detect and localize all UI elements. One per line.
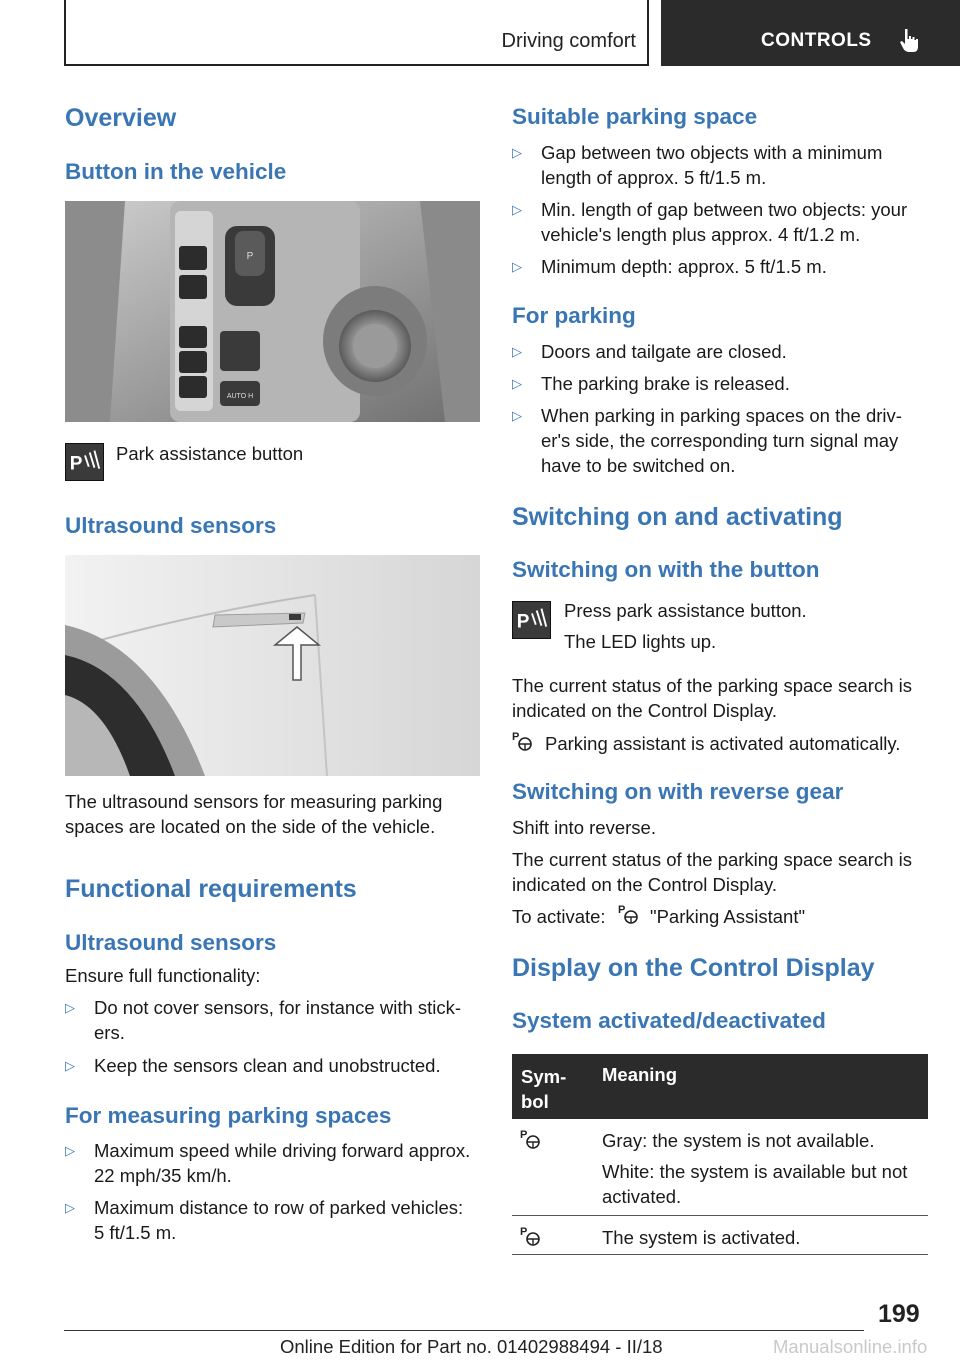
shift-reverse-text: Shift into reverse. <box>512 817 656 838</box>
led-text: The LED lights up. <box>564 631 717 652</box>
header-section-title: Driving comfort <box>501 30 636 52</box>
ultrasound-sensor-photo <box>65 555 480 776</box>
bullet-triangle-icon: ▷ <box>65 1058 75 1073</box>
bullet-triangle-icon: ▷ <box>512 344 522 359</box>
bullet-text: Do not cover sensors, for instance with stick- ers. <box>94 997 462 1043</box>
press-button-text: Press park assistance button. <box>564 600 807 621</box>
vehicle-controls-photo <box>65 201 480 422</box>
bullet-text: Doors and tailgate are closed. <box>541 341 787 362</box>
activate-prefix: To activate: <box>512 906 606 927</box>
bullet-text: Maximum distance to row of parked vehicles: 5 ft/1.5 m. <box>94 1197 464 1243</box>
bullet-triangle-icon: ▷ <box>512 202 522 217</box>
header-chapter-title: CONTROLS <box>761 30 872 51</box>
footer-edition: Online Edition for Part no. 01402988494 - II/18 <box>280 1336 663 1357</box>
bullet-triangle-icon: ▷ <box>65 1000 75 1015</box>
table-row1-gray: Gray: the system is not available. <box>602 1130 875 1151</box>
bullet-triangle-icon: ▷ <box>512 145 522 160</box>
table-row2-text: The system is activated. <box>602 1227 801 1248</box>
footer-divider <box>64 1330 864 1331</box>
bullet-triangle-icon: ▷ <box>512 259 522 274</box>
list-item <box>512 254 932 279</box>
parking-assistant-icon <box>618 903 640 925</box>
activate-menu-item: "Parking Assistant" <box>650 906 806 927</box>
bullet-text: Maximum speed while driving forward approx. 22 mph/35 km/h. <box>94 1140 471 1186</box>
table-row1-white-line2: activated. <box>602 1186 682 1207</box>
auto-h-label: AUTO H <box>226 393 254 400</box>
list-item <box>512 339 932 364</box>
table-header <box>512 1054 928 1119</box>
bullet-text: When parking in parking spaces on the driv- er's side, the corresponding turn signal may have to be switched on. <box>541 405 902 476</box>
svg-text:P: P <box>520 1226 528 1238</box>
table-bottom-line <box>512 1254 928 1255</box>
park-assistance-button-icon <box>65 443 104 481</box>
for-parking-heading: For parking <box>512 303 636 328</box>
ultrasound-sensors-heading: Ultrasound sensors <box>65 513 277 538</box>
park-assistance-button-icon <box>512 601 551 639</box>
bullet-triangle-icon: ▷ <box>65 1143 75 1158</box>
gear-p-label: P <box>246 251 254 262</box>
list-item <box>65 1053 480 1078</box>
status-text-line1: The current status of the parking space search is <box>512 675 913 696</box>
status2-text-line2: indicated on the Control Display. <box>512 874 777 895</box>
pointing-hand-icon <box>898 27 920 53</box>
bullet-text: The parking brake is released. <box>541 373 790 394</box>
status-text-line2: indicated on the Control Display. <box>512 700 777 721</box>
measuring-parking-heading: For measuring parking spaces <box>65 1103 392 1128</box>
suitable-parking-heading: Suitable parking space <box>512 104 758 129</box>
list-item <box>65 995 480 1045</box>
functional-requirements-heading: Functional requirements <box>65 875 357 903</box>
overview-heading: Overview <box>65 104 177 132</box>
svg-text:P: P <box>69 453 83 475</box>
header-chapter-bar <box>661 0 960 66</box>
list-item <box>512 403 932 478</box>
switching-on-button-heading: Switching on with the button <box>512 557 820 582</box>
svg-text:P: P <box>520 1129 528 1141</box>
bullet-text: Min. length of gap between two objects: your vehicle's length plus approx. 4 ft/1.2 m. <box>541 199 908 245</box>
list-item <box>512 197 932 247</box>
list-item <box>512 371 932 396</box>
svg-text:P: P <box>516 611 530 633</box>
bullet-triangle-icon: ▷ <box>65 1200 75 1215</box>
svg-text:P: P <box>618 904 626 916</box>
bullet-triangle-icon: ▷ <box>512 408 522 423</box>
list-item <box>65 1195 485 1245</box>
display-control-heading: Display on the Control Display <box>512 954 875 982</box>
column-header-meaning: Meaning <box>602 1064 678 1085</box>
bullet-text: Minimum depth: approx. 5 ft/1.5 m. <box>541 256 827 277</box>
list-item <box>65 1138 485 1188</box>
table-row1-white-line1: White: the system is available but not <box>602 1161 908 1182</box>
ultrasound-text-line1: The ultrasound sensors for measuring parking <box>65 791 443 812</box>
switching-on-activating-heading: Switching on and activating <box>512 503 843 531</box>
parking-assistant-icon <box>512 730 534 752</box>
bullet-triangle-icon: ▷ <box>512 376 522 391</box>
ultrasound-text-line2: spaces are located on the side of the vehicle. <box>65 816 436 837</box>
list-item <box>512 140 932 190</box>
bullet-text: Keep the sensors clean and unobstructed. <box>94 1055 441 1076</box>
ultrasound-sensors-req-heading: Ultrasound sensors <box>65 930 277 955</box>
svg-text:P: P <box>512 731 520 743</box>
button-in-vehicle-heading: Button in the vehicle <box>65 159 287 184</box>
reverse-gear-heading: Switching on with reverse gear <box>512 779 844 804</box>
status2-text-line1: The current status of the parking space search is <box>512 849 913 870</box>
parking-assistant-gray-icon <box>520 1128 542 1150</box>
table-row-divider <box>512 1215 928 1216</box>
auto-activated-text: Parking assistant is activated automatically. <box>545 733 901 754</box>
watermark: Manualsonline.info <box>773 1336 928 1357</box>
system-activated-heading: System activated/deactivated <box>512 1008 826 1033</box>
bullet-text: Gap between two objects with a minimum length of approx. 5 ft/1.5 m. <box>541 142 883 188</box>
page-number: 199 <box>878 1300 920 1328</box>
pa-button-caption: Park assistance button <box>116 443 304 464</box>
column-header-symbol: Sym- bol <box>521 1066 567 1112</box>
ensure-text: Ensure full functionality: <box>65 965 261 986</box>
parking-assistant-active-icon <box>520 1225 542 1247</box>
